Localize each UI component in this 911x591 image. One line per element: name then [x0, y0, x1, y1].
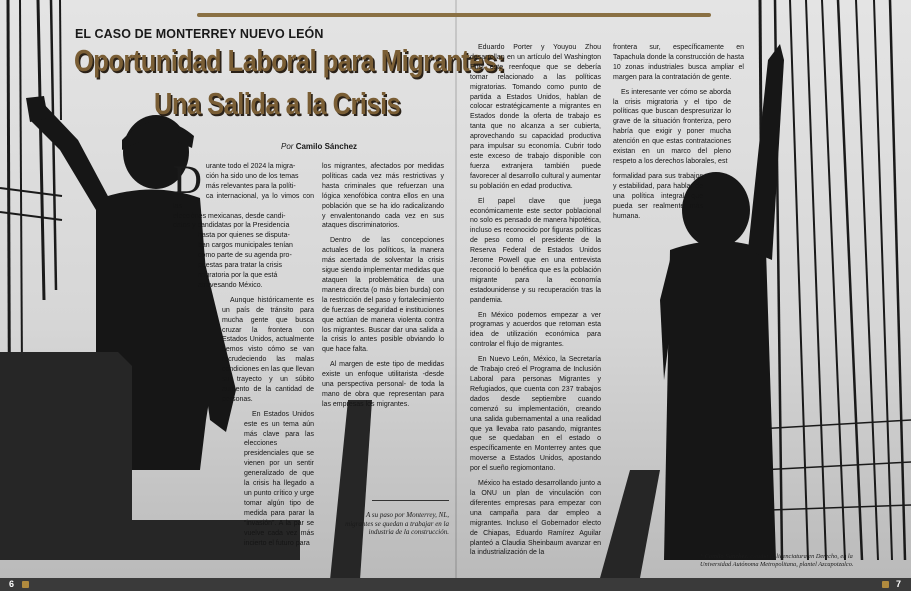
paragraph: El papel clave que juega económicamente este sector poblacional no solo es pensado de manera hipotética, incluso es reconocido por figuras políticas de peso como el presidente de la Reserva Federal de Estados Unidos Jerome Powell que en una entrevista reconoció lo benéfica que es la población migrante para la economía estadounidense y su recuperación tras la pandemia. — [470, 197, 601, 304]
paragraph-line: puestas para tratar la crisis — [198, 262, 283, 270]
paragraph: Es interesante ver cómo se aborda la crisis migratoria y el tipo de políticas que buscan despresurizar lo grave de la situación fronteriza, pero habría que exigir y poner mucha atención en que estas contrataciones existan en un marco del pleno respeto a los derechos laborales, est — [613, 88, 731, 165]
article-title-line-1: Oportunidad Laboral para Migrantes: — [74, 43, 505, 78]
article-column-2 — [322, 162, 444, 415]
caption-rule — [372, 500, 449, 501]
paragraph: Eduardo Porter y Youyou Zhou desarrollan en un artículo del Washington Post este reenfoque que se debería tomar relacionado a las políticas migratorias. Tomando como punto de partida a Estados Unidos, hablan de colocar estratégicamente a migrantes en Estados donde la oferta de trabajo es tanta que no alcanza a ser cubierta, aprovechando su capacidad productiva para impulsar su economía. Cubrir todo este exceso de trabajo disponible con fuerza extranjera también puede favorecer al desarrollo cultural y aumentar su población en edad productiva. — [470, 44, 601, 190]
footer-mark-right — [882, 581, 889, 588]
paragraph-line: ca internacional, ya lo vimos con las — [173, 192, 314, 210]
paragraph-line: como parte de su agenda pro- — [198, 252, 292, 260]
paragraph: México ha estado desarrollando junto a la ONU un plan de vinculación con diferentes empresas para empezar con una campaña para dar empleo a migrantes. Incluso el Gobernador electo de Chiapas, Eduardo Ramírez Aguilar planteó a Claudia Sheinbaum avanzar en la industrialización de la — [470, 480, 601, 557]
paragraph: En Estados Unidos este es un tema aún más clave para las elecciones presidenciales que se vienen por un sentir generalizado de que la crisis ha llegado a un punto crítico y urge tomar algún tipo de medida para parar la “invasión”. A la par se vuelve cada vez más incierto el futuro para — [244, 410, 314, 547]
page-gutter — [455, 0, 457, 578]
article-column-4 — [613, 43, 744, 226]
author-footnote — [700, 553, 870, 569]
paragraph-line: urante todo el 2024 la migra- — [205, 163, 296, 170]
paragraph: Aunque históricamente es un país de tránsito para mucha gente que busca cruzar la frontera con Estados Unidos, actualmente hemos visto cómo se van recrudeciendo las malas condiciones en las que llevan su trayecto y un súbito aumento de la cantidad de personas. — [222, 296, 314, 403]
page-number-left: 6 — [9, 579, 15, 589]
article-column-1 — [173, 157, 314, 553]
paragraph: Dentro de las concepciones actuales de los políticos, la manera más acertada de solventar la crisis sigue siendo implementar medidas que ataquen la problemática de una manera directa (o más bien burda) con la restricción del paso y fortalecimiento de fuerzas de seguridad e instituciones que actúan de manera violenta contra los migrantes. Buscar dar una salida a la crisis lo antes posible obviando lo que hace falta. — [322, 237, 444, 354]
paragraph: En México podemos empezar a ver programas y acuerdos que retoman esta idea de utilización económica para controlar el flujo de migrantes. — [470, 311, 601, 349]
footnote-text: estudia la licenciatura en Derecho, en la Universidad Autónoma Metropolitana, plantel Azcapotzalco. — [700, 553, 854, 568]
footnote-star: * — [700, 553, 704, 560]
paragraph — [173, 157, 314, 291]
paragraph-line: hasta por quienes se disputa- — [198, 232, 290, 240]
footer-mark-left — [22, 581, 29, 588]
kicker: EL CASO DE MONTERREY NUEVO LEÓN — [75, 27, 324, 41]
header-rule — [197, 13, 711, 17]
paragraph-line: migratoria por la que está — [198, 271, 278, 279]
paragraph-line: atravesando México. — [198, 281, 263, 289]
drop-cap: D — [173, 157, 202, 202]
paragraph-line: datos y candidatas por la Presidencia — [173, 222, 290, 230]
footnote-name: Camilo Sánchez, — [704, 553, 749, 560]
paragraph: Al margen de este tipo de medidas existe un enfoque utilitarista -desde una perspectiva personal- de toda la mano de obra que representan para las empresas los migrantes. — [322, 361, 444, 408]
paragraph-line: ban cargos municipales tenían — [198, 242, 293, 250]
paragraph: los migrantes, afectados por medidas políticas cada vez más restrictivas y hasta criminales que refuerzan una lógica xenofóbica contra ellos en una población que se ha ido radicalizando y envalentonando cada vez en sus ataques discriminatorios. — [322, 163, 444, 230]
page-number-right: 7 — [896, 579, 902, 589]
paragraph-line: elecciones mexicanas, desde candi- — [173, 212, 286, 220]
paragraph-line: ción ha sido uno de los temas — [205, 172, 299, 180]
article-title-line-2: Una Salida a la Crisis — [154, 86, 401, 121]
paragraph: frontera sur, específicamente en Tapachula donde la construcción de hasta 10 zonas industriales busca ampliar el margen para la contratación de gente. — [613, 44, 744, 81]
photo-caption: A su paso por Monterrey, NL, migrantes se quedan a trabajar en la industria de la construcción. — [345, 511, 449, 537]
paragraph: En Nuevo León, México, la Secretaría de Trabajo creó el Programa de Inclusión Laboral para personas Migrantes y Refugiados, que cuenta con 237 trabajos dados desde septiembre cuando comenzó su implementación, creando una salida gubernamental a una realidad que ya llevaba rato pasando, migrantes que se quedaban en el estado o específicamente en Monterrey antes que moverse a Estados Unidos, apostando por el sueño regiomontano. — [470, 356, 601, 473]
footer-bar — [0, 578, 911, 591]
byline-author: Camilo Sánchez — [295, 142, 358, 151]
paragraph-line: más relevantes para la políti- — [205, 182, 296, 190]
byline — [281, 142, 357, 151]
article-column-3 — [470, 43, 601, 563]
paragraph: formalidad para sus trabajos y estabilidad, para hablar de una política integral que pueda ser realmente más humana. — [613, 172, 703, 220]
byline-prefix: Por — [281, 142, 294, 151]
